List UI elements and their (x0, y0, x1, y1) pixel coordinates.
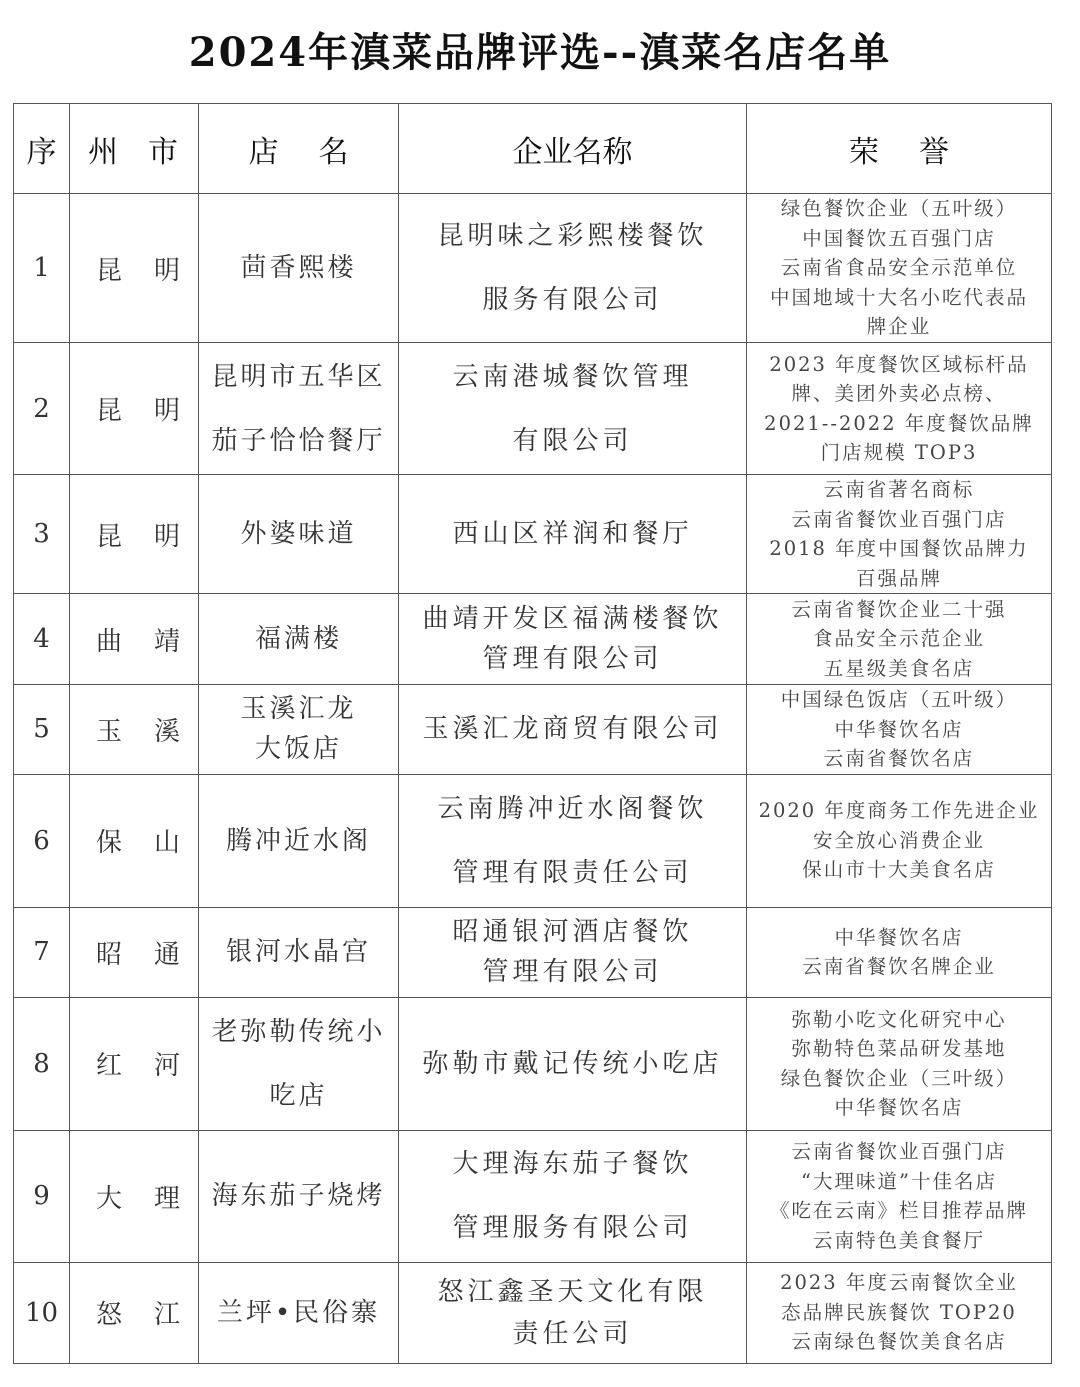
honor-line: 弥勒小吃文化研究中心 (791, 1007, 1007, 1031)
city-char: 昭 (96, 939, 123, 970)
row-shop-name (199, 343, 399, 475)
shop-name-line: 海东茄子烧烤 (211, 1181, 386, 1211)
company-name-line: 管理有限责任公司 (452, 857, 693, 888)
header-honor-char: 誉 (919, 134, 949, 170)
row-company-name (399, 343, 747, 475)
row-company-name (399, 1130, 747, 1262)
city-char: 靖 (153, 626, 180, 657)
honor-line: 态品牌民族餐饮 TOP20 (781, 1300, 1017, 1324)
shop-name-line: 昆明市五华区 (211, 361, 386, 392)
row-city (70, 594, 199, 685)
row-shop-name (199, 907, 399, 997)
row-honors (747, 685, 1052, 775)
row-shop-name (199, 594, 399, 685)
honor-line: “大理味道”十佳名店 (801, 1169, 997, 1193)
shop-name-line: 玉溪汇龙 (240, 694, 357, 725)
row-seq: 8 (14, 997, 70, 1130)
honor-line: 绿色餐饮企业（三叶级） (780, 1066, 1018, 1090)
row-city (70, 1130, 199, 1262)
city-char: 通 (153, 939, 180, 970)
honor-line: 云南省著名商标 (823, 478, 975, 501)
city-char: 山 (153, 828, 180, 858)
table-row (14, 997, 1052, 1130)
city-char: 昆 (96, 521, 123, 552)
row-honors (747, 1262, 1052, 1363)
row-shop-name (199, 475, 399, 594)
company-name-line: 玉溪汇龙商贸有限公司 (422, 714, 723, 745)
company-name-line: 管理有限公司 (482, 644, 663, 674)
header-shop-char: 店 (248, 134, 279, 170)
city-char: 大 (96, 1183, 123, 1214)
honor-line: 牌、美团外卖必点榜、 (791, 382, 1007, 405)
company-name-line: 昭通银河酒店餐饮 (452, 917, 693, 947)
row-seq: 6 (14, 774, 70, 907)
table-row (14, 475, 1052, 594)
shop-name-line: 腾冲近水阁 (225, 825, 371, 856)
honor-line: 云南省餐饮企业二十强 (791, 597, 1007, 621)
table-row (14, 907, 1052, 997)
row-shop-name (199, 997, 399, 1130)
row-shop-name (199, 1262, 399, 1363)
honor-line: 《吃在云南》栏目推荐品牌 (769, 1199, 1028, 1222)
honor-line: 云南特色美食餐厅 (812, 1228, 985, 1252)
row-seq: 7 (14, 907, 70, 997)
honor-line: 五星级美食名店 (823, 656, 975, 680)
row-seq: 10 (14, 1262, 70, 1363)
honor-line: 2021--2022 年度餐饮品牌 (764, 411, 1034, 435)
shop-name-line: 老弥勒传统小 (211, 1016, 386, 1047)
row-company-name (399, 774, 747, 907)
header-city-char: 市 (148, 134, 178, 170)
row-company-name (399, 194, 747, 343)
honor-line: 2023 年度餐饮区域标杆品 (769, 352, 1029, 376)
row-honors (747, 1130, 1052, 1262)
header-honor-char: 荣 (849, 134, 879, 170)
company-name-line: 有限公司 (512, 425, 633, 456)
row-honors (747, 997, 1052, 1130)
row-company-name (399, 1262, 747, 1363)
row-city (70, 907, 199, 997)
row-city (70, 1262, 199, 1363)
company-name-line: 云南港城餐饮管理 (452, 361, 693, 392)
row-city (70, 774, 199, 907)
row-shop-name (199, 774, 399, 907)
table-row (14, 774, 1052, 907)
city-char: 明 (153, 255, 180, 286)
city-char: 玉 (96, 716, 123, 747)
row-city (70, 194, 199, 343)
company-name-line: 弥勒市戴记传统小吃店 (422, 1048, 723, 1079)
header-shop-char: 名 (318, 134, 349, 170)
row-company-name (399, 685, 747, 775)
honor-line: 云南绿色餐饮美食名店 (791, 1330, 1007, 1354)
row-honors (747, 774, 1052, 907)
honor-line: 中华餐饮名店 (834, 717, 964, 741)
honor-line: 中国餐饮五百强门店 (802, 226, 996, 250)
row-shop-name (199, 1130, 399, 1262)
shop-name-line: 茴香熙楼 (240, 253, 357, 283)
row-company-name (399, 907, 747, 997)
honor-line: 云南省餐饮业百强门店 (791, 507, 1007, 531)
city-char: 怒 (96, 1300, 123, 1330)
honor-line: 云南省餐饮业百强门店 (791, 1140, 1007, 1163)
page-title: 2024年滇菜品牌评选--滇菜名店名单 (188, 29, 892, 76)
table-header-row (14, 104, 1052, 194)
honor-line: 弥勒特色菜品研发基地 (791, 1037, 1007, 1060)
row-honors (747, 194, 1052, 343)
honor-line: 中华餐饮名店 (834, 925, 964, 949)
company-name-line: 责任公司 (512, 1318, 633, 1349)
city-char: 昆 (96, 255, 123, 286)
city-char: 河 (153, 1051, 180, 1081)
honor-line: 牌企业 (866, 315, 932, 339)
row-shop-name (199, 685, 399, 775)
city-char: 江 (153, 1300, 180, 1330)
shop-name-line: 兰坪•民俗寨 (216, 1297, 381, 1328)
shop-name-line: 茄子恰恰餐厅 (211, 425, 386, 456)
honor-line: 中国绿色饭店（五叶级） (780, 688, 1018, 711)
row-honors (747, 594, 1052, 685)
restaurant-list-table (13, 103, 1052, 1364)
table-row (14, 343, 1052, 475)
honor-line: 绿色餐饮企业（五叶级） (780, 197, 1018, 221)
row-honors (747, 475, 1052, 594)
city-char: 明 (153, 396, 180, 426)
row-honors (747, 907, 1052, 997)
row-city (70, 997, 199, 1130)
honor-line: 2020 年度商务工作先进企业 (758, 799, 1040, 823)
honor-line: 保山市十大美食名店 (802, 858, 996, 882)
shop-name-line: 银河水晶宫 (225, 937, 371, 967)
honor-line: 中华餐饮名店 (834, 1096, 964, 1119)
table-body (14, 194, 1052, 1364)
header-seq: 序 (14, 104, 70, 194)
shop-name-line: 外婆味道 (240, 519, 357, 549)
row-company-name (399, 997, 747, 1130)
header-city-char: 州 (88, 134, 118, 170)
header-company: 企业名称 (399, 104, 747, 194)
company-name-line: 服务有限公司 (482, 285, 663, 315)
table-row (14, 685, 1052, 775)
city-char: 溪 (153, 716, 180, 747)
row-company-name (399, 594, 747, 685)
company-name-line: 大理海东茄子餐饮 (452, 1149, 693, 1179)
city-char: 红 (96, 1051, 123, 1081)
company-name-line: 管理服务有限公司 (452, 1213, 693, 1243)
table-row (14, 1130, 1052, 1262)
row-seq: 2 (14, 343, 70, 475)
row-honors (747, 343, 1052, 475)
honor-line: 云南省食品安全示范单位 (780, 256, 1018, 280)
table-row (14, 1262, 1052, 1363)
row-city (70, 343, 199, 475)
city-char: 昆 (96, 396, 123, 426)
honor-line: 安全放心消费企业 (812, 828, 985, 852)
city-char: 理 (153, 1183, 180, 1214)
company-name-line: 昆明味之彩熙楼餐饮 (437, 221, 708, 251)
honor-line: 2023 年度云南餐饮全业 (780, 1271, 1018, 1295)
honor-line: 云南省餐饮名牌企业 (802, 955, 996, 978)
row-seq: 1 (14, 194, 70, 343)
city-char: 曲 (96, 626, 123, 657)
header-city (70, 104, 199, 194)
company-name-line: 曲靖开发区福满楼餐饮 (422, 604, 723, 634)
company-name-line: 管理有限公司 (482, 957, 663, 987)
row-city (70, 475, 199, 594)
honor-line: 云南省餐饮名店 (823, 747, 975, 770)
shop-name-line: 福满楼 (254, 624, 342, 654)
row-seq: 4 (14, 594, 70, 685)
city-char: 明 (153, 521, 180, 552)
honor-line: 食品安全示范企业 (812, 627, 985, 651)
row-seq: 9 (14, 1130, 70, 1262)
table-row (14, 194, 1052, 343)
row-city (70, 685, 199, 775)
row-seq: 5 (14, 685, 70, 775)
row-shop-name (199, 194, 399, 343)
header-honor (747, 104, 1052, 194)
header-shop (199, 104, 399, 194)
honor-line: 2018 年度中国餐饮品牌力 (769, 537, 1029, 560)
row-seq: 3 (14, 475, 70, 594)
city-char: 保 (96, 828, 123, 858)
shop-name-line: 大饭店 (254, 734, 342, 765)
honor-line: 门店规模 TOP3 (820, 441, 978, 464)
company-name-line: 西山区祥润和餐厅 (452, 519, 693, 549)
row-company-name (399, 475, 747, 594)
honor-line: 中国地域十大名小吃代表品 (769, 285, 1028, 309)
honor-line: 百强品牌 (855, 566, 942, 590)
company-name-line: 怒江鑫圣天文化有限 (437, 1276, 708, 1307)
table-row (14, 594, 1052, 685)
shop-name-line: 吃店 (269, 1080, 328, 1111)
company-name-line: 云南腾冲近水阁餐饮 (437, 793, 708, 824)
